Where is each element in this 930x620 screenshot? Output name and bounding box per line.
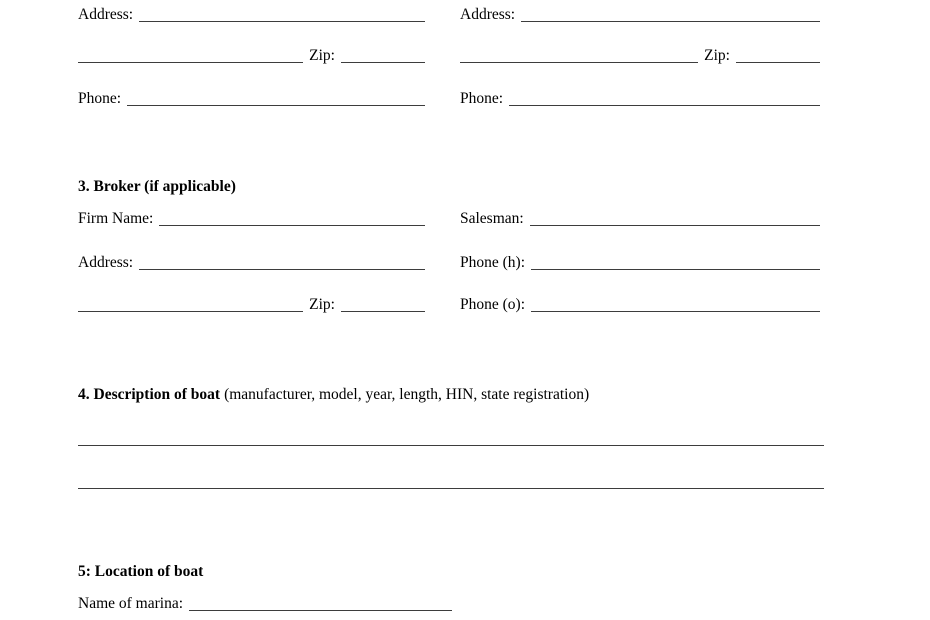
marina-blank-line: [189, 610, 452, 611]
section-4-heading: [78, 385, 589, 404]
zip-blank-line: [341, 311, 425, 312]
phone-blank-line: [127, 105, 425, 106]
section-3-heading: 3. Broker (if applicable): [78, 178, 236, 195]
phone-home-row: [460, 253, 820, 272]
address-blank-line: [139, 21, 425, 22]
phone-office-label: Phone (o):: [460, 296, 526, 313]
zip-label: Zip:: [704, 47, 730, 64]
phone-label: Phone:: [460, 90, 504, 107]
firm-name-blank-line: [159, 225, 425, 226]
description-blank-line-2: [78, 488, 824, 489]
zip-label: Zip:: [309, 296, 335, 313]
firm-name-row: [78, 209, 425, 228]
description-blank-line-1: [78, 445, 824, 446]
phone-office-blank-line: [531, 311, 820, 312]
marina-label: Name of marina:: [78, 595, 184, 612]
address-label: Address:: [460, 6, 516, 23]
zip-label: Zip:: [309, 47, 335, 64]
address2-blank-line: [460, 62, 698, 63]
marina-row: [78, 594, 452, 613]
firm-name-label: Firm Name:: [78, 210, 154, 227]
section-5-heading: 5: Location of boat: [78, 563, 204, 580]
phone-home-blank-line: [531, 269, 820, 270]
broker-address2-zip-row: [78, 295, 425, 314]
section-4-heading-bold: 4. Description of boat: [78, 386, 221, 403]
address-label: Address:: [78, 6, 134, 23]
left-address2-zip-row: [78, 46, 425, 65]
salesman-blank-line: [530, 225, 820, 226]
left-address-row: [78, 5, 425, 24]
right-address2-zip-row: [460, 46, 820, 65]
address2-blank-line: [78, 62, 303, 63]
left-phone-row: [78, 89, 425, 108]
address-blank-line: [521, 21, 820, 22]
zip-blank-line: [341, 62, 425, 63]
address-label: Address:: [78, 254, 134, 271]
phone-home-label: Phone (h):: [460, 254, 526, 271]
section-4-heading-note: (manufacturer, model, year, length, HIN, state registration): [224, 386, 590, 403]
phone-office-row: [460, 295, 820, 314]
salesman-label: Salesman:: [460, 210, 524, 227]
zip-blank-line: [736, 62, 820, 63]
address2-blank-line: [78, 311, 303, 312]
broker-address-row: [78, 253, 425, 272]
address-blank-line: [139, 269, 425, 270]
right-address-row: [460, 5, 820, 24]
phone-label: Phone:: [78, 90, 122, 107]
salesman-row: [460, 209, 820, 228]
phone-blank-line: [509, 105, 820, 106]
right-phone-row: [460, 89, 820, 108]
